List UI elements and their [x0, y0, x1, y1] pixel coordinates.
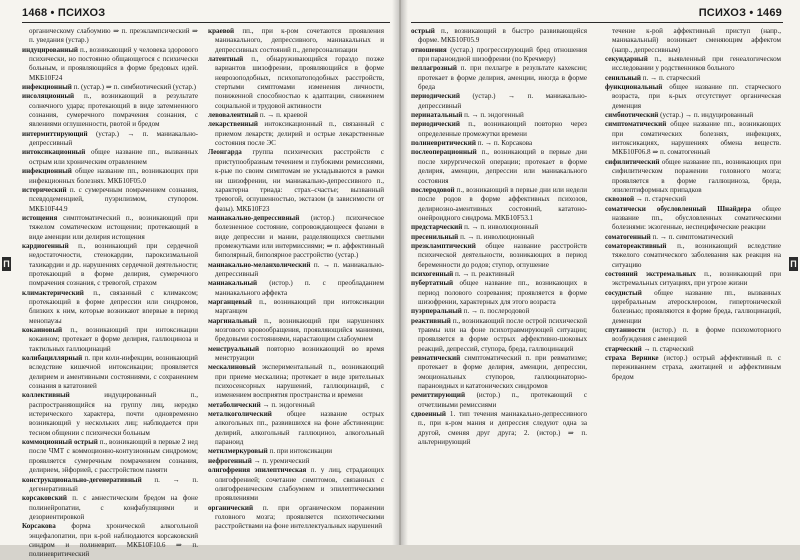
dictionary-entry	[22, 83, 198, 92]
entry-definition: п., возникающий повторно через определенные промежутки времени	[418, 120, 587, 138]
dictionary-entry	[605, 354, 781, 382]
dictionary-entry	[22, 242, 198, 289]
entry-headword: периодический	[411, 120, 460, 129]
dictionary-entry	[411, 354, 587, 391]
entry-headword: ревматический	[411, 354, 461, 363]
dictionary-entry	[208, 27, 384, 55]
entry-definition: п. (устар.) ⇒ п. симбиотический (устар.)	[73, 83, 196, 92]
dictionary-entry	[605, 289, 781, 326]
dictionary-entry	[208, 55, 384, 111]
entry-headword: Леонгарда	[208, 148, 242, 157]
dictionary-entry	[22, 92, 198, 129]
entry-headword: колибациллярный	[22, 354, 83, 363]
dictionary-entry	[411, 64, 587, 92]
entry-headword: корсаковский	[22, 494, 67, 503]
entry-definition: п., возникающий после острой психической травмы или на фоне психотравмирующей ситуации; проявляется в форме острых аффективно-шоковых реакций, депрессий, ступора, бреда, галлюцинаций	[418, 316, 587, 353]
dictionary-entry	[605, 195, 781, 204]
dictionary-entry	[411, 92, 587, 111]
left-column-2	[208, 27, 384, 539]
book-gutter	[392, 0, 408, 545]
entry-headword: предстарческий	[411, 223, 463, 232]
left-page	[0, 0, 399, 559]
dictionary-entry	[208, 504, 384, 532]
entry-headword: симбиотический	[605, 111, 659, 120]
entry-headword: состояний экстремальных	[605, 269, 696, 278]
dictionary-entry	[208, 363, 384, 400]
entry-definition: симптоматический п. при ревматизме; протекает в форме делирия, аменции, депрессии, эмоциональных ступоров, галлюцинаторно-параноидных и кататонических синдромов	[418, 354, 587, 391]
entry-definition: группа психических расстройств с приступообразным течением и глубокими ремиссиями, к-рые по своим симптомам не укладываются в рамки ни шизофрении, ни маниакально-депрессивного п., характерна триада: страх–счастье; вызванный тревогой, оглушенностью, экстазом (в зависимости от фазы). МКБ10F23	[215, 148, 385, 213]
entry-definition: п. при коли-инфекции, возникающий вследствие кишечной интоксикации; проявляется делирием и аментивными состояниями, с сохранением сознания в кататонией	[29, 354, 198, 391]
entry-definition: симптоматический п., возникающий при тяжелом соматическом истощении; протекающий в виде аменции или делирия истощения	[29, 213, 198, 241]
entry-headword: маниакально-депрессивный	[208, 213, 300, 222]
entry-definition: (устар.) прогрессирующий бред отношения при параноидной шизофрении (по Кречмеру)	[418, 45, 587, 64]
entry-definition: п. → п. эндогенный	[464, 111, 524, 120]
entry-headword: метаболический	[208, 400, 261, 409]
entry-headword: метилмеркуровый	[208, 447, 268, 456]
entry-definition: общее название пп., вызванных острым или хроническим отравлением	[29, 148, 198, 166]
entry-definition: п., возникающий в первые дни после хирургической операции; протекает в форме делирия, аменции, депрессии или маниакального состояния	[418, 148, 587, 185]
dictionary-entry	[605, 27, 781, 55]
dictionary-entry	[411, 233, 587, 242]
dictionary-entry	[605, 270, 781, 289]
dictionary-entry	[605, 83, 781, 111]
dictionary-entry	[605, 55, 781, 74]
dictionary-entry	[208, 457, 384, 466]
entry-definition: п., возникающий вследствие тяжелого соматического заболевания как реакция на ситуацию	[612, 241, 781, 269]
entry-definition: п., возникающий при экстремальных ситуациях, при угрозе жизни	[612, 269, 781, 288]
dictionary-entry	[411, 242, 587, 270]
running-head-right: ПСИХОЗ • 1469	[698, 7, 782, 19]
dictionary-entry	[605, 326, 781, 345]
entry-headword: коллективный	[22, 391, 70, 400]
entry-headword: инфекционный	[22, 167, 72, 176]
entry-definition: → п. эндогенный	[262, 400, 315, 409]
entry-headword: латентный	[208, 55, 244, 64]
entry-headword: маргинальный	[208, 316, 257, 325]
entry-headword: страха Вернике	[605, 354, 659, 363]
dictionary-entry	[22, 46, 198, 83]
entry-headword: острый	[411, 27, 435, 35]
dictionary-entry	[411, 120, 587, 139]
dictionary-entry	[22, 167, 198, 186]
entry-headword: ремиттирующий	[411, 391, 466, 400]
entry-headword: полиневритический	[411, 139, 476, 148]
entry-headword: индуцированный	[22, 45, 78, 54]
dictionary-entry	[22, 130, 198, 149]
entry-headword: пресенильный	[411, 232, 459, 241]
entry-headword: пуэрперальный	[411, 307, 462, 316]
entry-headword: инсоляционный	[22, 92, 75, 101]
entry-definition: общее название пп., возникающих при сифилитическом поражении головного мозга; проявляется в форме галлюциноза, бреда, эпилептиформных припадков	[612, 157, 781, 194]
entry-headword: конструкционально-дегенеративный	[22, 475, 142, 484]
entry-headword: марганцевый	[208, 297, 252, 306]
entry-definition: п., возникающий при нарушениях мозгового кровообращения, проявляющийся маниями, бредовыми состояниями, нарастающим слабоумием	[215, 316, 384, 344]
entry-headword: старческий	[605, 344, 642, 353]
header-rule-left	[22, 22, 390, 23]
entry-definition: п. → п. краевой	[259, 111, 308, 120]
entry-headword: мескалиновый	[208, 363, 256, 372]
entry-headword: сосудистый	[605, 288, 642, 297]
dictionary-entry	[208, 120, 384, 148]
entry-definition: общее название пп. старческого возраста, при к-рых отсутствует органическая деменция	[612, 83, 781, 110]
entry-definition: (истор.) п. в форме психомоторного возбуждения с аменцией	[612, 326, 781, 344]
dictionary-entry	[22, 186, 198, 214]
entry-headword: сквозной	[605, 195, 635, 204]
entry-definition: общее название пп., возникающих в период полового созревания; проявляется в форме шизофрении, характерных для этого возраста	[418, 279, 587, 306]
dictionary-entry	[208, 111, 384, 120]
entry-headword: интоксикационный	[22, 148, 86, 157]
dictionary-entry	[208, 317, 384, 345]
entry-definition: п. → п. маниакально-депрессивный	[215, 260, 384, 278]
dictionary-entry	[22, 391, 198, 438]
dictionary-entry	[411, 410, 587, 447]
entry-headword: послеоперационный	[411, 148, 477, 157]
right-column-2	[605, 27, 781, 539]
dictionary-entry	[208, 410, 384, 447]
entry-definition: → п. старческий	[635, 195, 687, 204]
dictionary-entry	[22, 289, 198, 326]
dictionary-entry	[605, 158, 781, 195]
entry-definition: п. при пеллагре в результате кахексии; протекает в форме делирия, аменции, иногда в форме бреда	[418, 64, 587, 92]
dictionary-entry	[208, 466, 384, 503]
entry-headword: маниакально-меланхолический	[208, 260, 311, 269]
entry-headword: соматореактивный	[605, 241, 667, 250]
entry-headword: симптоматический	[605, 120, 667, 129]
entry-definition: индуцированный п., распространяющийся на группу лиц, нередко истерического характера, почти одновременно возникающий у нескольких лиц; наблюдается при тесном общении с психически больным	[29, 391, 198, 437]
entry-definition: п. → п. послеродовой	[463, 307, 530, 316]
entry-definition: п., выявленный при генеалогическом исследовании у родственников больного	[612, 55, 781, 73]
entry-headword: истощения	[22, 213, 58, 222]
entry-headword: функциональный	[605, 83, 663, 92]
entry-headword: левовалентный	[208, 111, 259, 120]
entry-headword: нефрогенный	[208, 456, 252, 465]
entry-definition: (устар.) → п. маниакально-депрессивный	[418, 92, 588, 110]
dictionary-entry	[208, 261, 384, 280]
entry-definition: общее название пп., возникающих при соматических болезнях, инфекциях, интоксикациях, нарушениях обмена веществ. МКБ10F06.8 ⇒ п. соматогенный	[612, 120, 781, 157]
entry-headword: интермиттирующий	[22, 129, 88, 138]
dictionary-entry	[411, 307, 587, 316]
dictionary-entry	[208, 447, 384, 456]
entry-headword: пеллагрозный	[411, 64, 458, 73]
dictionary-entry	[411, 270, 587, 279]
dictionary-entry	[411, 46, 587, 65]
entry-definition: → п. старческий	[643, 344, 694, 353]
dictionary-entry	[411, 27, 587, 46]
header-rule-right	[411, 22, 783, 23]
entry-definition: → п. уремический	[253, 456, 310, 465]
entry-definition: п. → п. реактивный	[455, 269, 515, 278]
dictionary-entry	[411, 279, 587, 307]
entry-definition: общее название пп., возникающих при инфекционных болезнях. МКБ10F05.0	[29, 167, 198, 185]
entry-headword: перинатальный	[411, 111, 463, 120]
dictionary-entry	[22, 27, 198, 46]
entry-definition: п., возникающий в результате солнечного удара; протекающий в виде затемненного сознания, сумеречного помрачения сознания, с явлениями оглушенности, рвотой и бредом	[29, 92, 198, 129]
entry-definition: п. при интоксикации	[269, 447, 333, 456]
thumb-tab-left: П	[3, 259, 10, 269]
entry-definition: п. → п. инволюционный	[460, 232, 535, 241]
entry-definition: общее название острых алкогольных пп., развившихся на фоне абстиненции: делирий, алкогольный галлюциноз, алкогольный параноид	[215, 410, 384, 447]
entry-definition: (истор.) п., протекающий с отчетливыми ремиссиями	[418, 391, 587, 409]
dictionary-entry	[605, 205, 781, 233]
dictionary-entry	[22, 438, 198, 475]
entry-definition: п. с сумеречным помрачением сознания, псевдодеменцией, пуэрилизмом, ступором. МКБ10F44.9	[29, 185, 198, 213]
dictionary-entry	[22, 494, 198, 522]
entry-headword: сифилитический	[605, 157, 660, 166]
entry-definition: (устар.) → п. индуцированный	[660, 111, 754, 120]
dictionary-entry	[605, 120, 781, 157]
dictionary-entry	[411, 139, 587, 148]
left-column-1	[22, 27, 198, 559]
entry-definition: п., возникающий при интоксикации кокаином; протекает в форме делирия, галлюциноза и тактильных галлюцинаций	[29, 326, 198, 353]
entry-definition: п. → п. старческий	[642, 73, 701, 82]
dictionary-entry	[411, 317, 587, 354]
entry-definition: интоксикационный п., связанный с приемом лекарств; делирий и острые лекарственные состояния после ЭС	[215, 120, 384, 148]
right-page	[401, 0, 800, 545]
entry-headword: кардиогенный	[22, 241, 69, 250]
dictionary-entry	[22, 354, 198, 391]
dictionary-entry	[411, 111, 587, 120]
dictionary-entry	[208, 279, 384, 298]
right-column-1	[411, 27, 587, 539]
entry-definition: форма хронической алкогольной энцефалопатии, при к-рой наблюдаются корсаковский синдром и полиневрит. МКБ10F10.6 ⇒ п. полиневритический	[29, 522, 198, 559]
dictionary-entry	[411, 148, 587, 185]
dictionary-entry	[208, 345, 384, 364]
entry-definition: пп., при к-ром сочетаются проявления маниакального, депрессивного, маниакальных и депрессивных состояний п., деперсонализации	[215, 27, 384, 54]
entry-headword: соматогенный	[605, 232, 651, 241]
entry-definition: п., возникающий в первые дни или недели после родов в форме аффективных психозов, делириозно-аментивных состояний, кататоно-онейроидного синдрома. МКБ10F53.1	[418, 185, 587, 222]
dictionary-entry	[605, 111, 781, 120]
entry-headword: климактерический	[22, 288, 84, 297]
entry-headword: пубертатный	[411, 279, 454, 288]
entry-headword: сенильный	[605, 73, 642, 82]
dictionary-entry	[208, 401, 384, 410]
entry-headword: металкоголический	[208, 410, 272, 419]
dictionary-entry	[22, 476, 198, 495]
entry-headword: маниакальный	[208, 279, 258, 288]
dictionary-entry	[605, 233, 781, 242]
entry-definition: общее название расстройств психической деятельности, возникающих в период беременности до родов; ступор, оглушение	[418, 241, 587, 269]
entry-definition: п. → п. дегенеративный	[29, 475, 198, 493]
entry-headword: психогенный	[411, 269, 454, 278]
entry-headword: сдвоенный	[411, 410, 447, 419]
entry-definition: (истор.) п. с преобладанием маниакального аффекта	[215, 279, 384, 297]
dictionary-entry	[22, 214, 198, 242]
entry-headword: менструальный	[208, 344, 260, 353]
entry-definition: п., возникающий при интоксикации марганцем	[215, 297, 384, 316]
entry-definition: п. → п. инволюционный	[464, 223, 539, 232]
entry-definition: 1. тип течения маниакально-депрессивного п., при к-ром мания и депрессия следуют одна за другой, сменяя друг друга; 2. (истор.) ⇒ п. альтернирующий	[418, 410, 587, 447]
entry-definition: течение к-рой аффективный приступ (напр., маниакальный) возникает сменяющим аффектом (напр., депрессивным)	[612, 27, 781, 54]
entry-headword: периодический	[411, 92, 460, 101]
dictionary-entry	[605, 345, 781, 354]
entry-headword: секундарный	[605, 55, 648, 64]
entry-headword: соматически обусловленный Шнайдера	[605, 204, 752, 213]
entry-headword: органический	[208, 503, 254, 512]
entry-definition: п., возникающий в первые 2 нед после ЧМТ с коммоционно-контузионным синдромом; проявляется сумеречным помрачением сознания, делирием, эйфорией, с расстройством памяти	[29, 438, 198, 475]
entry-definition: п., обнаруживающийся гораздо позже вариантов шизофрении, проявляющийся в форме неврозоподобных, психопатоподобных расстройств, стертыми симптомами изменения личности, пониженной способностью к адаптации, снижением социальной и трудовой активности	[215, 55, 384, 110]
entry-headword: спутанности	[605, 326, 646, 334]
dictionary-entry	[208, 214, 384, 261]
entry-headword: коммоционный острый	[22, 438, 98, 447]
dictionary-entry	[605, 74, 781, 83]
entry-definition: (истор.) острый аффективный п. с переживанием страха, ажитацией и аффективным бредом	[612, 354, 781, 381]
dictionary-entry	[605, 242, 781, 270]
dictionary-entry	[208, 298, 384, 317]
thumb-tab-right: П	[790, 259, 797, 269]
dictionary-entry	[208, 148, 384, 213]
entry-headword: олигофрения эпилептическая	[208, 466, 307, 475]
entry-definition: п., возникающий в быстро развивающейся форме. МКБ10F05.9	[418, 27, 588, 45]
entry-definition: п. → п. Корсакова	[477, 139, 533, 148]
entry-definition: органическому слабоумию ⇒ п. преэклампсический ⇒ п. уведания (устар.)	[29, 27, 198, 45]
entry-definition: (истор.) психическое болезненное состояние, сопровождающееся фазами в виде депрессии и мании, разделяющихся светлыми промежутками или интермиссиями; ⇒ п. аффективный биполярный, биполярное расстройство (устар.)	[215, 213, 384, 260]
dictionary-entry	[411, 223, 587, 232]
entry-headword: истерический	[22, 185, 67, 194]
entry-headword: кокаиновый	[22, 326, 63, 334]
dictionary-entry	[22, 326, 198, 354]
entry-headword: Корсакова	[22, 522, 56, 531]
entry-definition: общее название пп., вызванных церебральным атеросклерозом, гипертонической болезнью; проявляются в форме бреда, галлюцинаций, деменции	[612, 288, 781, 325]
entry-headword: презкламптический	[411, 241, 476, 250]
dictionary-entry	[411, 391, 587, 410]
entry-headword: краевой	[208, 27, 235, 35]
entry-definition: (устар.) → п. маниакально-депрессивный	[29, 129, 198, 148]
entry-definition: п., возникающий у человека здорового психически, но постоянно общающегося с психически больным, и проявляющийся в форме бредовых идей. МКБ10F24	[29, 45, 198, 82]
entry-definition: п., возникающий при сердечной недостаточности, стенокардии, пароксизмальной тахикардии и др. нарушениях сердечной деятельности; протекающий в форме делирия, сумеречного помрачения сознания, с тревогой, страхом	[29, 241, 198, 288]
dictionary-entry	[22, 522, 198, 559]
dictionary-entry	[22, 148, 198, 167]
entry-definition: общее название пп., обусловленных соматическими болезнями: экзогенные, неспецифические реакции	[612, 204, 781, 232]
entry-headword: отношения	[411, 45, 447, 54]
entry-headword: лекарственный	[208, 120, 259, 129]
entry-definition: повторно возникающий во время менструации	[215, 344, 384, 363]
dictionary-entry	[411, 186, 587, 223]
entry-definition: п. при органическом поражении головного мозга; проявляется психотическими расстройствами на фоне интеллектуальных нарушений	[215, 503, 384, 531]
entry-headword: послеродовой	[411, 185, 455, 194]
running-head-left: 1468 • ПСИХОЗ	[22, 7, 106, 19]
entry-headword: реактивный	[411, 316, 451, 325]
entry-definition: п. с амнестическим бредом на фоне полинейропатии, с конфабуляциями и дезориентировкой	[29, 494, 198, 521]
entry-definition: п. → п. симптоматический	[652, 232, 734, 241]
entry-definition: экспериментальный п., возникающий при приеме мескалина; протекает в виде зрительных психосенсорных нарушений, галлюцинаций, с изменением восприятия пространства и времени	[215, 363, 384, 400]
entry-definition: п., связанный с климаксом; протекающий в форме депрессии или синдромов, близких к ним, которые возникают впервые в период менопаузы	[29, 288, 198, 325]
entry-definition: п. у лиц, страдающих олигофренией; сочетание симптомов, связанных с олигофреническим слабоумием и эпилептическими проявлениями	[215, 466, 384, 503]
entry-headword: инфекционный	[22, 83, 72, 92]
